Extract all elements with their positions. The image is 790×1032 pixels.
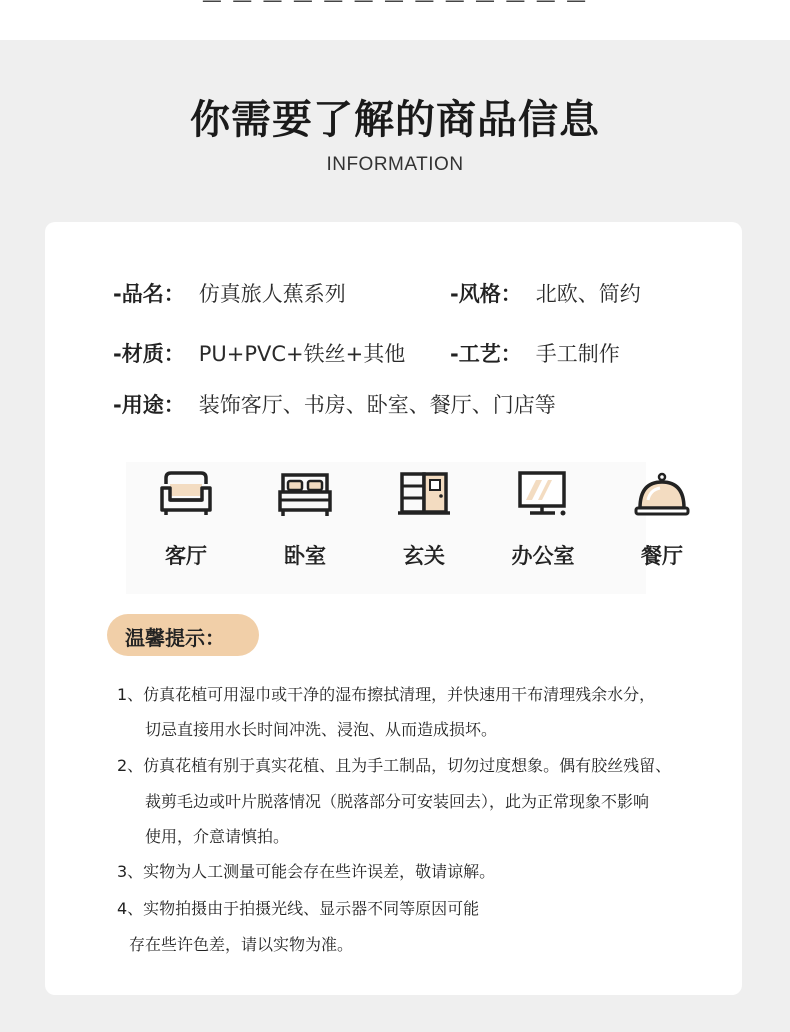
- info-section: [0, 40, 790, 1032]
- spec-usage: [113, 389, 556, 419]
- cropped-caption: — — — — — — — — — — — — —: [201, 0, 589, 12]
- room-entrance: [372, 462, 476, 594]
- tip-line: 4、实物拍摄由于拍摄光线、显示器不同等原因可能: [117, 899, 480, 918]
- tips-badge: [107, 614, 259, 656]
- info-card: [45, 222, 742, 995]
- spec-value: 北欧、简约: [535, 282, 641, 306]
- room-label: 客厅: [165, 544, 207, 568]
- tip-line: 存在些许色差，请以实物为准。: [129, 935, 354, 954]
- sofa-icon: [158, 470, 214, 518]
- spec-label: -用途：: [113, 393, 185, 417]
- room-label: 玄关: [403, 544, 445, 568]
- spec-value: PU+PVC+铁丝+其他: [198, 342, 406, 366]
- tip-line: 切忌直接用水长时间冲洗、浸泡、从而造成损坏。: [145, 720, 498, 739]
- spec-value: 手工制作: [535, 342, 620, 366]
- room-bedroom: [253, 462, 357, 594]
- spec-value: 装饰客厅、书房、卧室、餐厅、门店等: [198, 393, 556, 417]
- spec-material: [113, 338, 405, 368]
- spec-label: -品名：: [113, 282, 185, 306]
- room-office: [491, 462, 595, 594]
- tip-line: 裁剪毛边或叶片脱落情况（脱落部分可安装回去），此为正常现象不影响: [145, 792, 650, 811]
- bed-icon: [277, 470, 333, 518]
- tips-heading: 温馨提示：: [125, 626, 225, 650]
- tip-line: 3、实物为人工测量可能会存在些许误差，敬请谅解。: [117, 862, 496, 881]
- top-strip: [0, 0, 790, 40]
- spec-value: 仿真旅人蕉系列: [198, 282, 346, 306]
- cabinet-icon: [396, 470, 452, 518]
- room-label: 餐厅: [641, 544, 683, 568]
- room-label: 卧室: [284, 544, 326, 568]
- tip-line: 1、仿真花植可用湿巾或干净的湿布擦拭清理，并快速用干布清理残余水分，: [117, 685, 656, 704]
- spec-label: -风格：: [450, 282, 522, 306]
- spec-style: [450, 278, 641, 308]
- spec-label: -工艺：: [450, 342, 522, 366]
- tip-line: 2、仿真花植有别于真实花植、且为手工制品，切勿过度想象。偶有胶丝残留、: [117, 756, 672, 775]
- room-label: 办公室: [511, 544, 575, 568]
- tip-line: 使用，介意请慎拍。: [145, 827, 290, 846]
- page-subtitle: INFORMATION: [326, 154, 464, 175]
- room-living: [134, 462, 238, 594]
- spec-name: [113, 278, 346, 308]
- page-title: 你需要了解的商品信息: [190, 97, 600, 143]
- monitor-icon: [515, 470, 571, 518]
- room-icons: [126, 462, 683, 594]
- room-dining: [610, 462, 714, 594]
- spec-label: -材质：: [113, 342, 185, 366]
- spec-craft: [450, 338, 620, 368]
- cloche-icon: [634, 470, 690, 518]
